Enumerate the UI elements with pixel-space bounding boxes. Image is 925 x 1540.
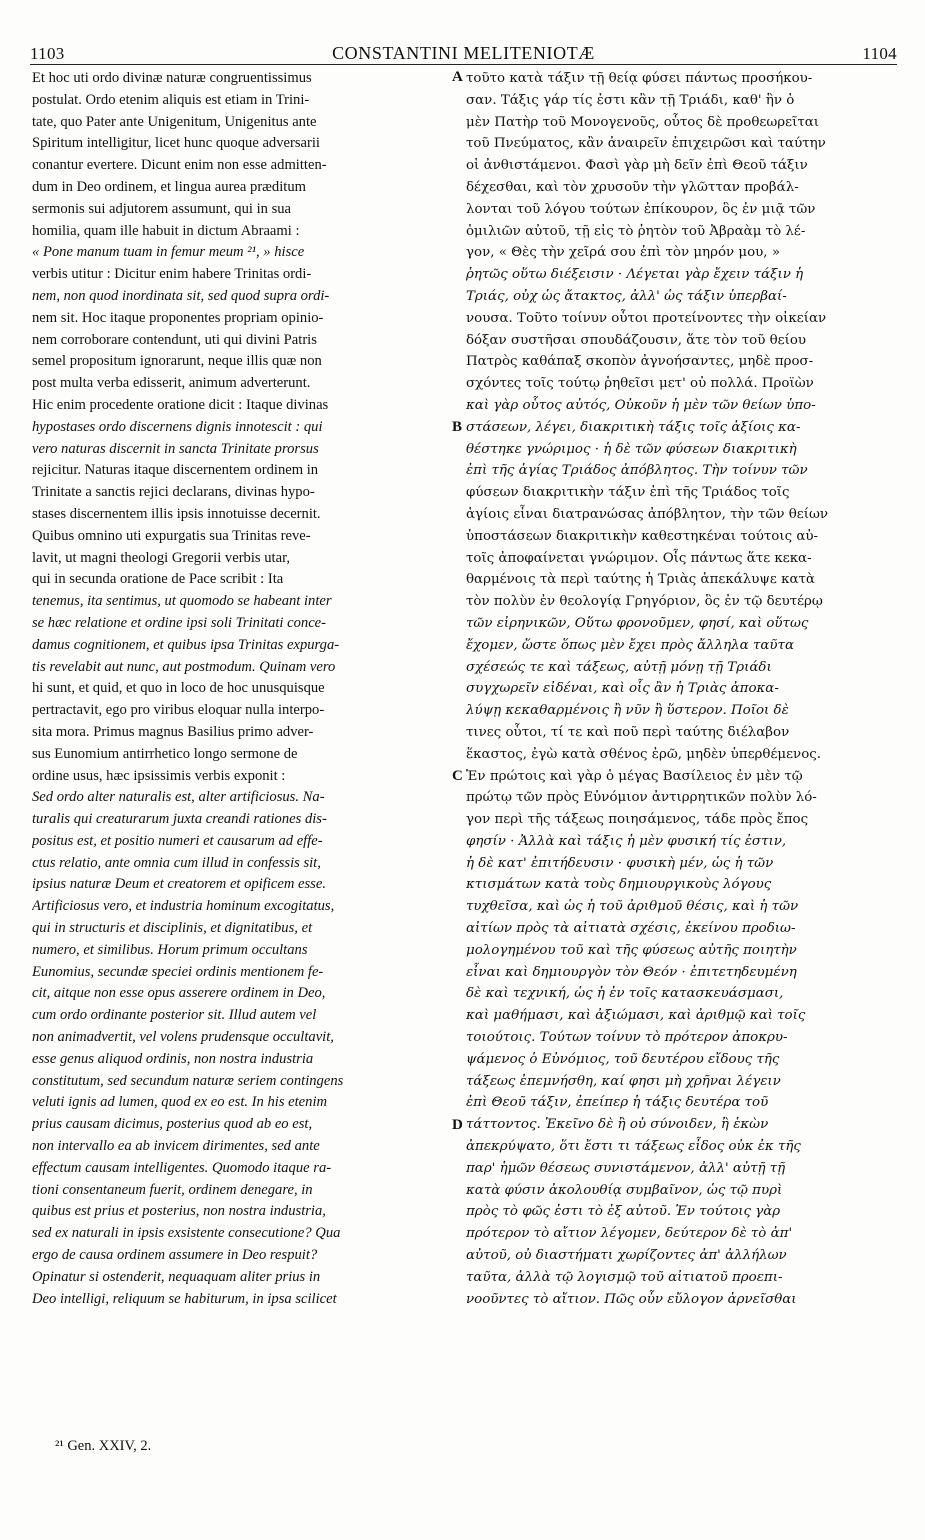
greek-text-line: τυχθεῖσα, καὶ ὡς ἡ τοῦ ἀριθμοῦ θέσις, καὶ ἡ τῶν (466, 899, 799, 915)
greek-text-line: σχόντες τοῖς τούτῳ ῥηθεῖσι μετ' οὐ πολλά. Προϊὼν (466, 376, 814, 392)
greek-text-line: κτισμάτων κατὰ τοὺς δημιουργικοὺς λόγους (466, 877, 772, 893)
margin-mark-c: C (452, 768, 463, 784)
latin-text-line: effectum causam intelligentes. Quomodo itaque ra- (32, 1159, 332, 1176)
latin-text-line: vero naturas discernit in sancta Trinitate prorsus (32, 440, 319, 457)
greek-text-line: πρότερον τὸ αἴτιον λέγομεν, δεύτερον δὲ τὸ ἀπ' (466, 1226, 793, 1242)
page-number-right: 1104 (862, 44, 897, 63)
greek-text-line: τάττοντος. Ἐκεῖνο δὲ ἢ οὐ σύνοιδεν, ἢ ἑκὼν (466, 1117, 769, 1133)
latin-text-line: Trinitate a sanctis rejici declarans, divinas hypo- (32, 484, 315, 501)
greek-text-line: ἔχομεν, ὥστε ὅπως μὲν ἔχει πρὸς ἄλληλα ταῦτα (466, 637, 794, 653)
latin-text-line: « Pone manum tuam in femur meum ²¹, » hisce (32, 244, 305, 261)
greek-text-line: καὶ γὰρ οὗτος αὐτός, Οὐκοῦν ἡ μὲν τῶν θείων ὑπο- (466, 397, 816, 413)
greek-text-line: ἐπὶ τῆς ἁγίας Τριάδος ἀπόβλητος. Τὴν τοίνυν τῶν (466, 463, 808, 479)
greek-text-line: θέστηκε γνώριμος · ἡ δὲ τῶν φύσεων διακριτικὴ (466, 441, 797, 457)
latin-text-line: hypostases ordo discernens dignis innotescit : qui (32, 418, 323, 435)
page-number-left: 1103 (30, 44, 65, 63)
greek-text-line: δέχεσθαι, καὶ τὸν χρυσοῦν τὴν γλῶτταν προβάλ- (466, 179, 799, 195)
latin-text-line: verbis utitur : Dicitur enim habere Trinitas ordi- (32, 266, 312, 283)
greek-text-line: σχέσεώς τε καὶ τάξεως, αὐτῇ μόνῃ τῇ Τριάδι (466, 659, 772, 675)
latin-text-line: tenemus, ita sentimus, ut quomodo se habeant inter (32, 593, 332, 610)
latin-text-line: ctus relatio, ante omnia cum illud in confessis sit, (32, 854, 321, 871)
greek-text-line: οἱ ἀνθιστάμενοι. Φασὶ γὰρ μὴ δεῖν ἐπὶ Θεοῦ τάξιν (466, 158, 808, 174)
latin-text-line: numero, et similibus. Horum primum occultans (32, 941, 308, 958)
greek-text-line: ἕκαστος, ἐγὼ κατὰ σθένος ἐρῶ, μηδὲν ὑπερθέμενος. (466, 746, 822, 762)
margin-mark-d: D (452, 1117, 463, 1133)
latin-text-line: nem sit. Hoc itaque proponentes propriam opinio- (32, 309, 324, 326)
latin-text-line: qui in structuris et disciplinis, et dignitatibus, et (32, 920, 313, 937)
latin-text-line: tioni consentaneum fuerit, ordinem denegare, in (32, 1181, 313, 1198)
greek-text-line: τοιούτοις. Τούτων τοίνυν τὸ πρότερον ἀποκρυ- (466, 1030, 788, 1046)
latin-text-line: nem corroborare contendunt, uti qui divini Patris (32, 331, 317, 348)
greek-text-line: ψάμενος ὁ Εὐνόμιος, τοῦ δευτέρου εἴδους τῆς (466, 1051, 780, 1067)
latin-text-line: sita mora. Primus magnus Basilius primo adver- (32, 723, 314, 740)
latin-text-line: veluti ignis ad lumen, quod ex eo est. In his etenim (32, 1094, 328, 1111)
latin-text-line: lavit, ut magni theologi Gregorii verbis utar, (32, 549, 290, 566)
latin-text-line: Artificiosus vero, et industria hominum excogitatus, (32, 898, 335, 915)
greek-text-line: αἰτίων πρὸς τὰ αἰτιατὰ σχέσις, ἐκείνου προδιω- (466, 921, 796, 937)
latin-text-line: Et hoc uti ordo divinæ naturæ congruentissimus (32, 70, 312, 86)
footnote: ²¹ Gen. XXIV, 2. (55, 1438, 152, 1454)
latin-text-line: semel propositum ignorarunt, neque illis quæ non (32, 353, 322, 370)
latin-text-line: post multa verba edisserit, animum adverterunt. (32, 375, 311, 392)
greek-text-line: ἐπὶ Θεοῦ τάξιν, ἐπείπερ ἡ τάξις δευτέρα τοῦ (466, 1095, 769, 1111)
page-header (30, 30, 897, 64)
latin-text-line: Sed ordo alter naturalis est, alter artificiosus. Na- (32, 789, 325, 806)
greek-text-line: συγχωρεῖν εἰδέναι, καὶ οἷς ἂν ἡ Τριὰς ἀποκα- (466, 681, 779, 697)
latin-text-line: tis revelabit aut nunc, aut postmodum. Quinam vero (32, 658, 336, 675)
greek-text-line: πρώτῳ τῶν πρὸς Εὐνόμιον ἀντιρρητικῶν πολὺν λό- (466, 790, 817, 806)
greek-text-line: τῶν εἰρηνικῶν, Οὕτω φρονοῦμεν, φησί, καὶ οὕτως (466, 615, 809, 631)
greek-text-line: ἁγίοις εἶναι διατρανώσας ἀπόβλητον, τὴν τῶν θείων (466, 506, 829, 522)
latin-text-line: se hæc relatione et ordine ipsi soli Trinitati conce- (32, 614, 327, 631)
greek-text-line: τάξεως ἐπεμνήσθη, καί φησι μὴ χρῆναι λέγειν (466, 1073, 781, 1089)
margin-mark-b: B (452, 419, 463, 435)
greek-text-line: εἶναι καὶ δημιουργὸν τὸν Θεόν · ἐπιτετηδευμένη (466, 964, 797, 980)
greek-text-line: Πατρὸς καθάπαξ σκοπὸν ἀγνοήσαντες, μηδὲ προσ- (466, 354, 814, 370)
latin-text-line: qui in secunda oratione de Pace scribit : Ita (32, 571, 284, 588)
greek-text-line: τὸν πολὺν ἐν θεολογίᾳ Γρηγόριον, ὃς ἐν τῷ δευτέρῳ (466, 594, 823, 610)
running-title: CONSTANTINI MELITENIOTÆ (332, 43, 595, 63)
greek-text-line: φύσεων διακριτικὴν τάξιν ἐπὶ τῆς Τριάδος τοῖς (466, 485, 790, 501)
latin-text-line: constitutum, sed secundum naturæ seriem contingens (32, 1072, 344, 1089)
greek-text-line: παρ' ἡμῶν θέσεως συνιστάμενον, ἀλλ' αὐτῇ τῇ (466, 1160, 786, 1176)
latin-text-line: ergo de causa ordinem assumere in Deo respuit? (32, 1247, 318, 1264)
greek-text-line: καὶ μαθήμασι, καὶ ἀξιώμασι, καὶ ἀριθμῷ καὶ τοῖς (466, 1008, 806, 1024)
greek-text-line: λονται τοῦ λόγου τούτων ἐπίκουρον, ὃς ἐν μιᾷ τῶν (466, 201, 816, 217)
greek-text-line: μὲν Πατὴρ τοῦ Μονογενοῦς, οὗτος δὲ προθεωρεῖται (466, 114, 820, 130)
latin-text-line: positus est, et positio numeri et causarum ad effe- (32, 832, 323, 849)
greek-column (466, 68, 898, 1310)
greek-text-line: φησίν · Ἀλλὰ καὶ τάξις ἡ μὲν φυσική τίς ἐστιν, (466, 833, 787, 849)
latin-text-line: conantur evertere. Dicunt enim non esse admitten- (32, 157, 327, 174)
latin-text-line: prius causam dicimus, posterius quod ab eo est, (32, 1116, 313, 1133)
latin-text-line: rejicitur. Naturas itaque discernentem ordinem in (32, 462, 319, 479)
greek-text-line: ἡ δὲ κατ' ἐπιτήδευσιν · φυσικὴ μέν, ὡς ἡ τῶν (466, 855, 774, 871)
latin-text-line: pertractavit, ego pro viribus eloquar nulla interpo- (32, 702, 325, 719)
greek-text-line: νουσα. Τοῦτο τοίνυν οὗτοι προτείνοντες τὴν οἰκείαν (466, 310, 827, 326)
latin-column (32, 68, 450, 1310)
latin-text-line: Spiritum intelligitur, licet hunc quoque adversarii (32, 135, 320, 152)
greek-text-line: σαν. Τάξις γάρ τίς ἐστι κἂν τῇ Τριάδι, καθ' ἣν ὁ (466, 92, 795, 108)
greek-text-line: θαρμένοις τὰ περὶ ταύτης ἡ Τριὰς ἀπεκάλυψε κατὰ (466, 572, 815, 588)
latin-text-line: damus cognitionem, et quibus ipsa Trinitas expurga- (32, 636, 340, 653)
greek-text-line: ἀπεκρύψατο, ὅτι ἔστι τι τάξεως εἶδος οὐκ ἐκ τῆς (466, 1139, 801, 1155)
latin-text-line: ipsius naturæ Deum et creatorem et opificem esse. (32, 876, 326, 893)
latin-text-line: sed ex naturali in ipsis exsistente consecutione? Qua (32, 1225, 341, 1242)
greek-text-line: τινες οὗτοι, τί τε καὶ ποῦ περὶ ταύτης διέλαβον (466, 724, 790, 740)
latin-text-line: homilia, quam ille habuit in dictum Abraami : (32, 222, 300, 239)
greek-text-line: λύψῃ κεκαθαρμένοις ἢ νῦν ἢ ὕστερον. Ποῖοι δὲ (466, 703, 789, 719)
greek-text-line: ῥητῶς οὕτω διέξεισιν · Λέγεται γὰρ ἔχειν τάξιν ἡ (466, 267, 804, 283)
latin-text-line: tate, quo Pater ante Unigenitum, Unigenitus ante (32, 113, 317, 130)
greek-text-line: μολογημένου τοῦ καὶ τῆς φύσεως αὐτῆς ποιητὴν (466, 942, 797, 958)
latin-text-line: Deo intelligi, reliquum se habiturum, in ipsa scilicet (32, 1290, 337, 1307)
latin-text-line: Opinatur si ostenderit, nequaquam aliter prius in (32, 1268, 321, 1285)
latin-text-line: quibus est prius et posterius, non nostra industria, (32, 1203, 326, 1220)
latin-text-line: hi sunt, et quid, et quo in loco de hoc unusquisque (32, 680, 325, 697)
greek-text-line: Τριάς, οὐχ ὡς ἄτακτος, ἀλλ' ὡς τάξιν ὑπερβαί- (466, 288, 787, 304)
header-rule (30, 64, 897, 65)
latin-text-line: turalis qui creaturarum juxta creandi rationes dis- (32, 811, 327, 828)
latin-text-line: postulat. Ordo etenim aliquis est etiam in Trini- (32, 91, 310, 108)
greek-text-line: Ἐν πρώτοις καὶ γὰρ ὁ μέγας Βασίλειος ἐν μὲν τῷ (466, 768, 803, 784)
latin-text-line: Eunomius, secundæ speciei ordinis mentionem fe- (32, 963, 324, 980)
greek-text-line: ὁμιλιῶν αὐτοῦ, τῇ εἰς τὸ ῥητὸν τοῦ Ἀβραὰμ τὸ λέ- (466, 223, 806, 239)
greek-text-line: δόξαν συστῆσαι σπουδάζουσιν, ἅτε τὸν τοῦ θείου (466, 332, 807, 348)
latin-text-line: non animadvertit, vel volens prudensque occultavit, (32, 1029, 334, 1046)
greek-text-line: κατὰ φύσιν ἀκολουθίᾳ συμβαῖνον, ὡς τῷ πυρὶ (466, 1182, 783, 1198)
greek-text-line: αὐτοῦ, οὐ διαστήματι χωρίζοντες ἀπ' ἀλλήλων (466, 1248, 787, 1264)
latin-text-line: esse genus aliquod ordinis, non nostra industria (32, 1050, 314, 1067)
latin-text-line: Quibus omnino uti expurgatis sua Trinitas reve- (32, 527, 311, 544)
greek-text-line: γον περὶ τῆς τάξεως ποιησάμενος, τάδε πρὸς ἔπος (466, 812, 809, 828)
greek-text-line: ταῦτα, ἀλλὰ τῷ λογισμῷ τοῦ αἰτιατοῦ προεπι- (466, 1269, 783, 1285)
latin-text-line: ordine usus, hæc ipsissimis verbis exponit : (32, 767, 286, 784)
latin-text-line: non intervallo ea ab invicem dirimentes, sed ante (32, 1138, 320, 1155)
latin-text-line: Hic enim procedente oratione dicit : Itaque divinas (32, 396, 329, 413)
latin-text-line: cit, aitque non esse opus asserere ordinem in Deo, (32, 985, 326, 1002)
greek-text-line: τοῦτο κατὰ τάξιν τῇ θείᾳ φύσει πάντως προσήκου- (466, 71, 813, 86)
latin-text-line: sermonis sui adjutorem assumunt, qui in sua (32, 200, 292, 217)
greek-text-line: γον, « Θὲς τὴν χεῖρά σου ἐπὶ τὸν μηρόν μου, » (466, 245, 781, 261)
latin-text-line: dum in Deo ordinem, et lingua aurea præditum (32, 178, 306, 195)
greek-text-line: νοοῦντες τὸ αἴτιον. Πῶς οὖν εὔλογον ἀρνεῖσθαι (466, 1291, 797, 1307)
latin-text-line: nem, non quod inordinata sit, sed quod supra ordi- (32, 287, 330, 304)
latin-text-line: cum ordo ordinante posterior sit. Illud autem vel (32, 1007, 317, 1024)
latin-text-line: sus Eunomium antirrhetico longo sermone de (32, 745, 298, 762)
greek-text-line: πρὸς τὸ φῶς ἐστι τὸ ἐξ αὐτοῦ. Ἐν τούτοις γὰρ (466, 1204, 781, 1220)
greek-text-line: τοῖς ἀποφαίνεται γνώριμον. Οἷς πάντως ἅτε κεκα- (466, 550, 812, 566)
greek-text-line: ὑποστάσεων διακριτικὴν καθεστηκέναι τούτοις αὐ- (466, 528, 819, 544)
latin-text-line: stases discernentem illis ipsis innotuisse decernit. (32, 505, 321, 522)
greek-text-line: στάσεων, λέγει, διακριτικὴ τάξις τοῖς ἀξίοις κα- (466, 419, 801, 435)
margin-mark-a: A (452, 69, 463, 85)
greek-text-line: δὲ καὶ τεχνική, ὡς ἡ ἐν τοῖς κατασκευάσμασι, (466, 986, 784, 1002)
greek-text-line: τοῦ Πνεύματος, κἂν ἀναιρεῖν ἐπιχειρῶσι καὶ ταύτην (466, 136, 826, 152)
